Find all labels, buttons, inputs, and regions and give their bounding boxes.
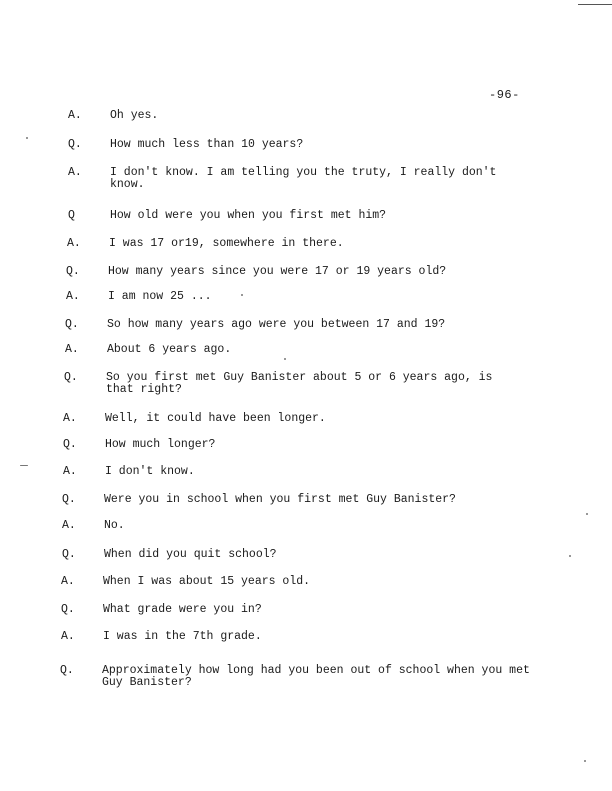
scan-speck — [26, 137, 28, 139]
scan-speck — [241, 294, 243, 296]
speaker-label: Q. — [63, 438, 77, 451]
speaker-label: Q. — [60, 664, 74, 677]
entry-text: Well, it could have been longer. — [105, 412, 326, 425]
entry-text: How old were you when you first met him? — [110, 209, 387, 222]
entry-text: I was 17 or19, somewhere in there. — [109, 237, 344, 250]
speaker-label: Q — [68, 209, 75, 222]
speaker-label: Q. — [65, 318, 79, 331]
entry-text: I was in the 7th grade. — [103, 630, 262, 643]
entry-text: How much longer? — [105, 438, 216, 451]
entry-text: I don't know. I am telling you the truty, I really don't know. — [110, 166, 497, 191]
entry-text: How much less than 10 years? — [110, 138, 304, 151]
speaker-label: A. — [61, 630, 75, 643]
speaker-label: A. — [63, 465, 77, 478]
entry-text: Were you in school when you first met Guy Banister? — [104, 493, 456, 506]
speaker-label: Q. — [62, 493, 76, 506]
speaker-label: A. — [66, 290, 80, 303]
speaker-label: A. — [62, 519, 76, 532]
entry-text: About 6 years ago. — [107, 343, 232, 356]
entry-text: No. — [104, 519, 125, 532]
speaker-label: A. — [61, 575, 75, 588]
entry-text: I am now 25 ... — [108, 290, 212, 303]
speaker-label: A. — [63, 412, 77, 425]
speaker-label: A. — [68, 109, 82, 122]
scan-speck — [284, 358, 286, 360]
entry-text: How many years since you were 17 or 19 years old? — [108, 265, 447, 278]
page-number: -96- — [489, 88, 520, 102]
entry-text: I don't know. — [105, 465, 195, 478]
speaker-label: A. — [68, 166, 82, 179]
top-edge-mark — [578, 4, 612, 5]
speaker-label: A. — [67, 237, 81, 250]
speaker-label: A. — [65, 343, 79, 356]
entry-text: When did you quit school? — [104, 548, 277, 561]
entry-text: Approximately how long had you been out of school when you met Guy Banister? — [102, 664, 530, 689]
entry-text: So how many years ago were you between 17 and 19? — [107, 318, 446, 331]
speaker-label: Q. — [66, 265, 80, 278]
entry-text: Oh yes. — [110, 109, 159, 122]
speaker-label: Q. — [64, 371, 78, 384]
entry-text: When I was about 15 years old. — [103, 575, 311, 588]
scan-speck — [586, 513, 588, 515]
scan-speck — [569, 555, 571, 557]
entry-text: So you first met Guy Banister about 5 or 6 years ago, is that right? — [106, 371, 493, 396]
speaker-label: Q. — [68, 138, 82, 151]
scan-speck — [20, 465, 28, 466]
scan-speck — [584, 760, 586, 762]
entry-text: What grade were you in? — [103, 603, 262, 616]
speaker-label: Q. — [61, 603, 75, 616]
speaker-label: Q. — [62, 548, 76, 561]
